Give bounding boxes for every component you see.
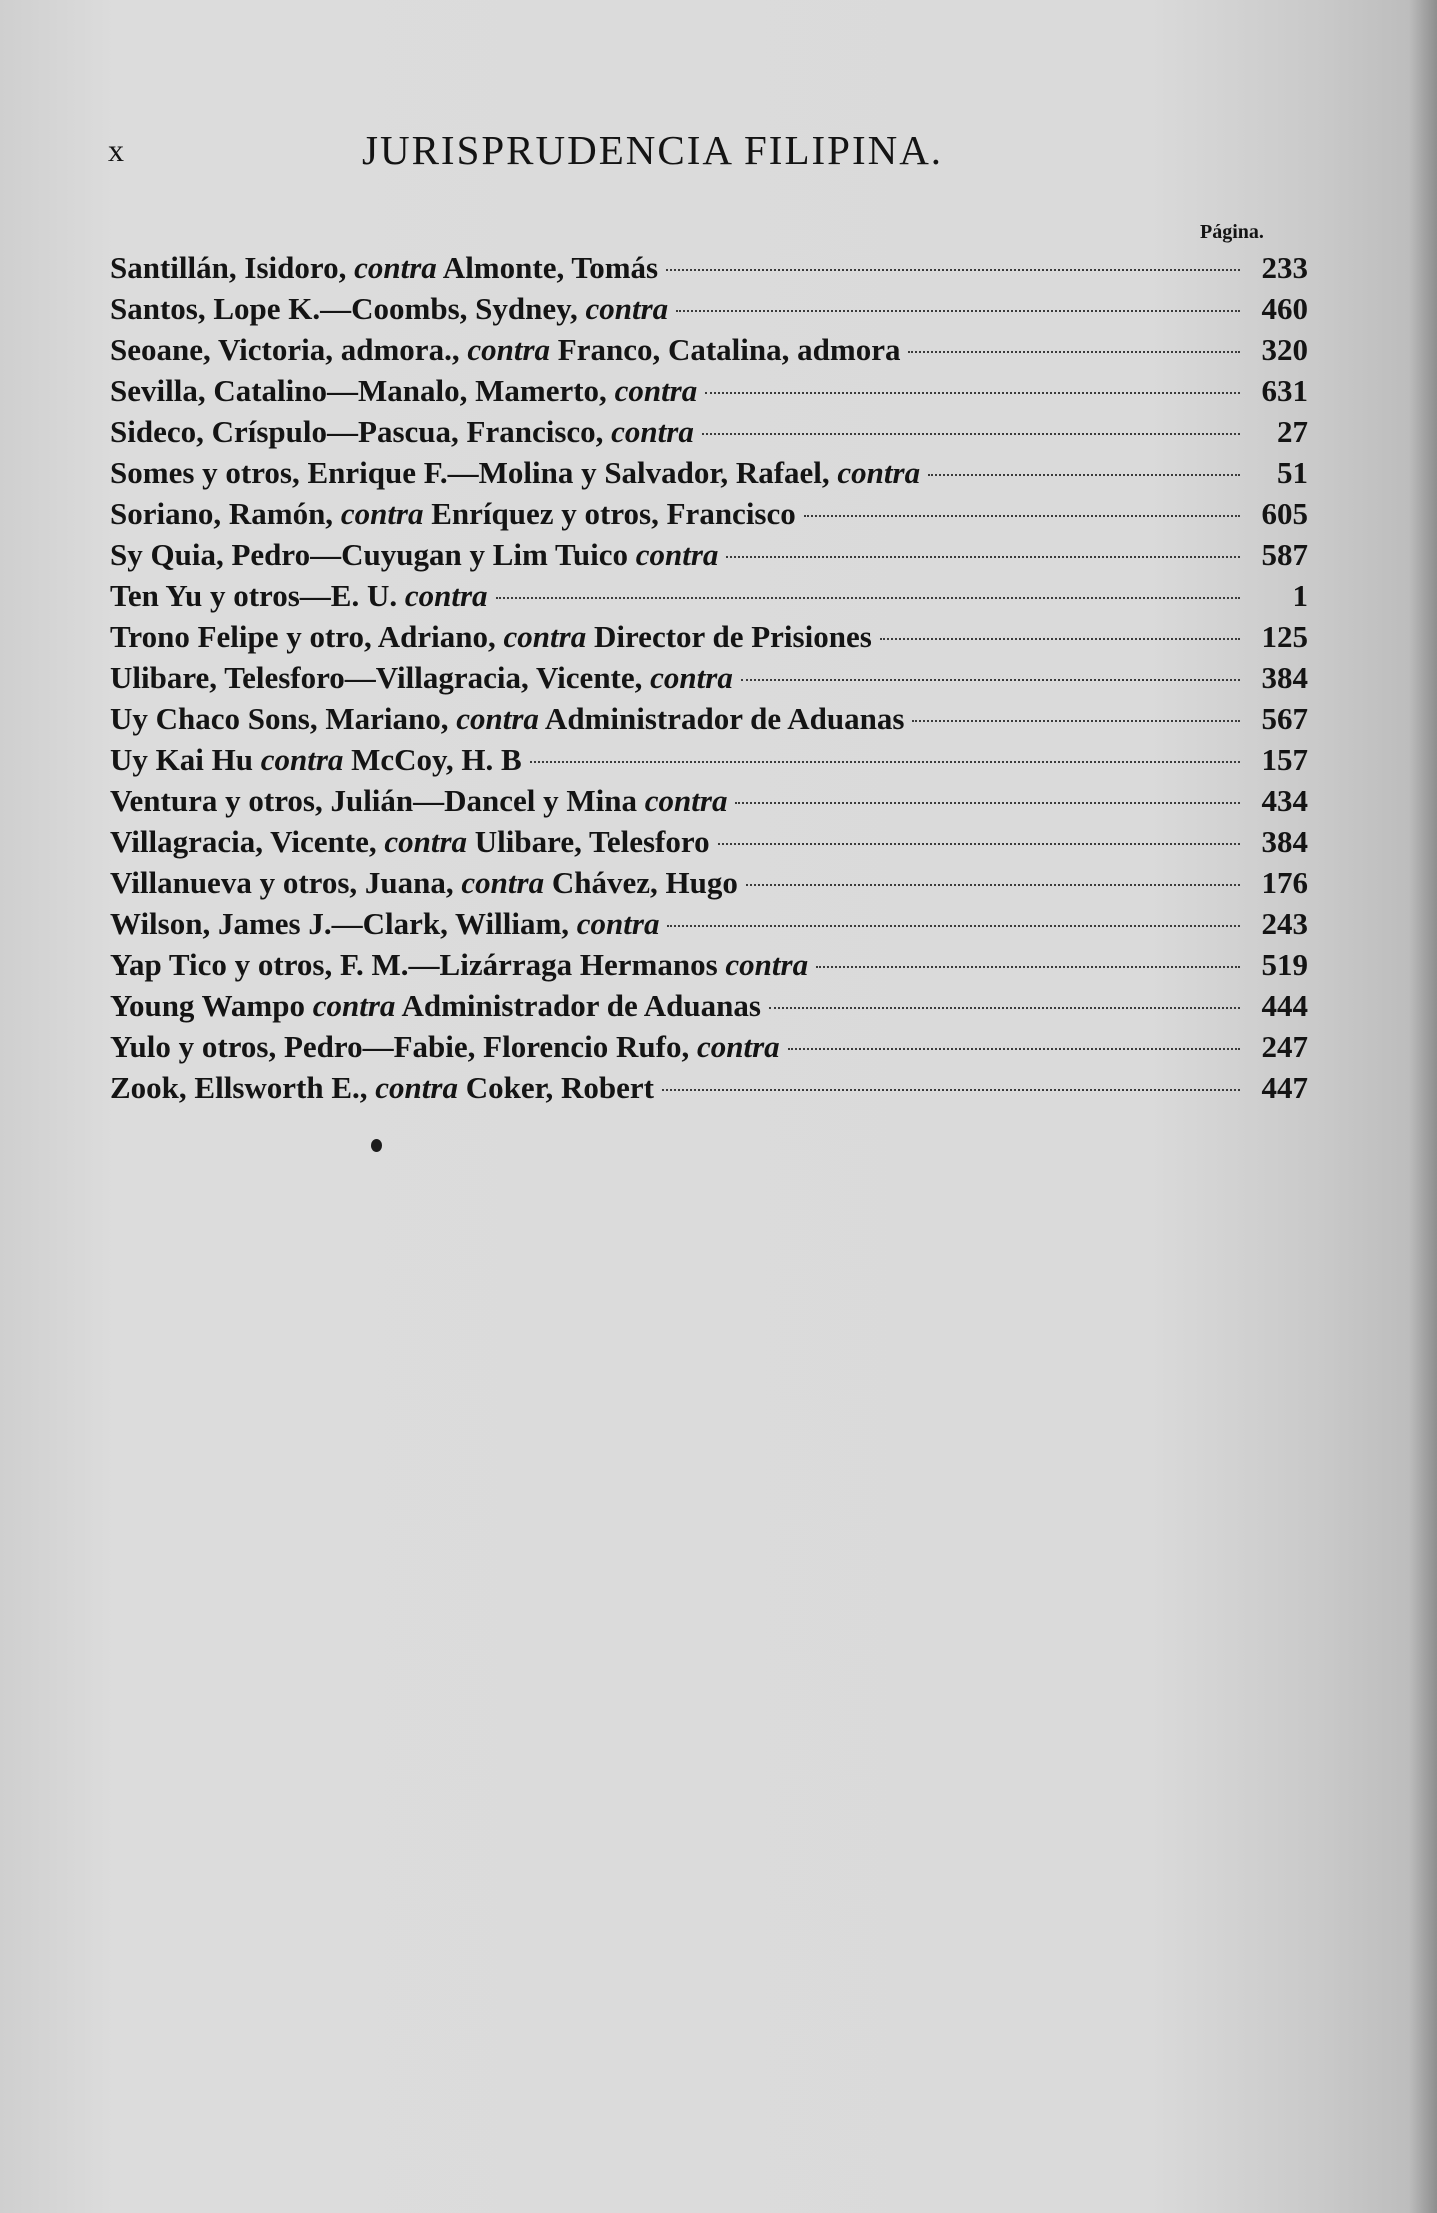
index-entry [110, 1070, 1308, 1111]
index-entry [110, 988, 1308, 1029]
entry-title: Sevilla, Catalino—Manalo, Mamerto, contra [110, 373, 698, 408]
dot-leader [676, 310, 1240, 312]
index-entry [110, 619, 1308, 660]
entry-page-number: 125 [1261, 619, 1308, 654]
entry-page-number: 519 [1261, 947, 1308, 982]
entry-page-number: 233 [1261, 250, 1308, 285]
index-entry [110, 537, 1308, 578]
index-entry [110, 701, 1308, 742]
dot-leader [496, 597, 1240, 599]
running-head-title: JURISPRUDENCIA FILIPINA. [362, 127, 944, 173]
index-entry [110, 414, 1308, 455]
entry-page-number: 587 [1261, 537, 1308, 572]
dot-leader [769, 1007, 1240, 1009]
index-entry [110, 660, 1308, 701]
entry-page-number: 631 [1261, 373, 1308, 408]
index-entry [110, 1029, 1308, 1070]
entry-title: Soriano, Ramón, contra Enríquez y otros, Francisco [110, 496, 796, 531]
index-entry [110, 578, 1308, 619]
entry-page-number: 176 [1261, 865, 1308, 900]
index-entry [110, 947, 1308, 988]
entry-title: Yap Tico y otros, F. M.—Lizárraga Hermanos contra [110, 947, 809, 982]
page-column-label: Página. [1200, 221, 1264, 243]
index-entry [110, 496, 1308, 537]
entry-title: Santillán, Isidoro, contra Almonte, Tomás [110, 250, 659, 285]
dot-leader [928, 474, 1240, 476]
entry-title: Seoane, Victoria, admora., contra Franco, Catalina, admora [110, 332, 901, 367]
entry-title: Sideco, Críspulo—Pascua, Francisco, contra [110, 414, 694, 449]
dot-leader [908, 351, 1240, 353]
entry-title: Sy Quia, Pedro—Cuyugan y Lim Tuico contra [110, 537, 719, 572]
entry-page-number: 384 [1261, 824, 1308, 859]
dot-leader [705, 392, 1240, 394]
entry-page-number: 447 [1261, 1070, 1308, 1105]
entry-title: Trono Felipe y otro, Adriano, contra Director de Prisiones [110, 619, 872, 654]
entry-title: Uy Chaco Sons, Mariano, contra Administrador de Aduanas [110, 701, 905, 736]
dot-leader [788, 1048, 1240, 1050]
dot-leader [741, 679, 1240, 681]
dot-leader [804, 515, 1240, 517]
index-entry [110, 742, 1308, 783]
dot-leader [667, 925, 1240, 927]
dot-leader [530, 761, 1240, 763]
entry-title: Santos, Lope K.—Coombs, Sydney, contra [110, 291, 669, 326]
entry-page-number: 605 [1261, 496, 1308, 531]
entry-page-number: 567 [1261, 701, 1308, 736]
entry-title: Uy Kai Hu contra McCoy, H. B [110, 742, 522, 777]
dot-leader [702, 433, 1240, 435]
entry-page-number: 320 [1261, 332, 1308, 367]
dot-leader [662, 1089, 1240, 1091]
ink-dot-mark [371, 1139, 382, 1152]
index-entry [110, 865, 1308, 906]
index-entry [110, 373, 1308, 414]
entry-title: Ventura y otros, Julián—Dancel y Mina contra [110, 783, 728, 818]
page-shadow-edge [1409, 0, 1437, 2213]
index-entry [110, 906, 1308, 947]
entry-title: Villagracia, Vicente, contra Ulibare, Telesforo [110, 824, 710, 859]
dot-leader [912, 720, 1240, 722]
entry-title: Villanueva y otros, Juana, contra Chávez, Hugo [110, 865, 738, 900]
entry-page-number: 157 [1261, 742, 1308, 777]
entry-title: Young Wampo contra Administrador de Aduanas [110, 988, 761, 1023]
entry-title: Somes y otros, Enrique F.—Molina y Salvador, Rafael, contra [110, 455, 921, 490]
dot-leader [816, 966, 1240, 968]
entry-page-number: 27 [1277, 414, 1308, 449]
entry-title: Wilson, James J.—Clark, William, contra [110, 906, 660, 941]
entry-title: Yulo y otros, Pedro—Fabie, Florencio Rufo, contra [110, 1029, 780, 1064]
entry-page-number: 51 [1277, 455, 1308, 490]
dot-leader [666, 269, 1240, 271]
entry-title: Ulibare, Telesforo—Villagracia, Vicente, contra [110, 660, 733, 695]
entry-page-number: 247 [1261, 1029, 1308, 1064]
entry-title: Ten Yu y otros—E. U. contra [110, 578, 488, 613]
dot-leader [735, 802, 1240, 804]
entry-page-number: 444 [1261, 988, 1308, 1023]
index-entry [110, 783, 1308, 824]
entry-page-number: 434 [1261, 783, 1308, 818]
index-entry [110, 824, 1308, 865]
index-entry [110, 332, 1308, 373]
index-entry [110, 250, 1308, 291]
dot-leader [726, 556, 1240, 558]
entry-page-number: 243 [1261, 906, 1308, 941]
index-entry [110, 455, 1308, 496]
dot-leader [718, 843, 1240, 845]
dot-leader [746, 884, 1240, 886]
entry-title: Zook, Ellsworth E., contra Coker, Robert [110, 1070, 654, 1105]
index-entry [110, 291, 1308, 332]
entry-page-number: 384 [1261, 660, 1308, 695]
entry-page-number: 1 [1292, 578, 1308, 613]
dot-leader [880, 638, 1240, 640]
entry-page-number: 460 [1261, 291, 1308, 326]
case-index-list [110, 250, 1308, 1111]
page-number: x [108, 132, 125, 168]
